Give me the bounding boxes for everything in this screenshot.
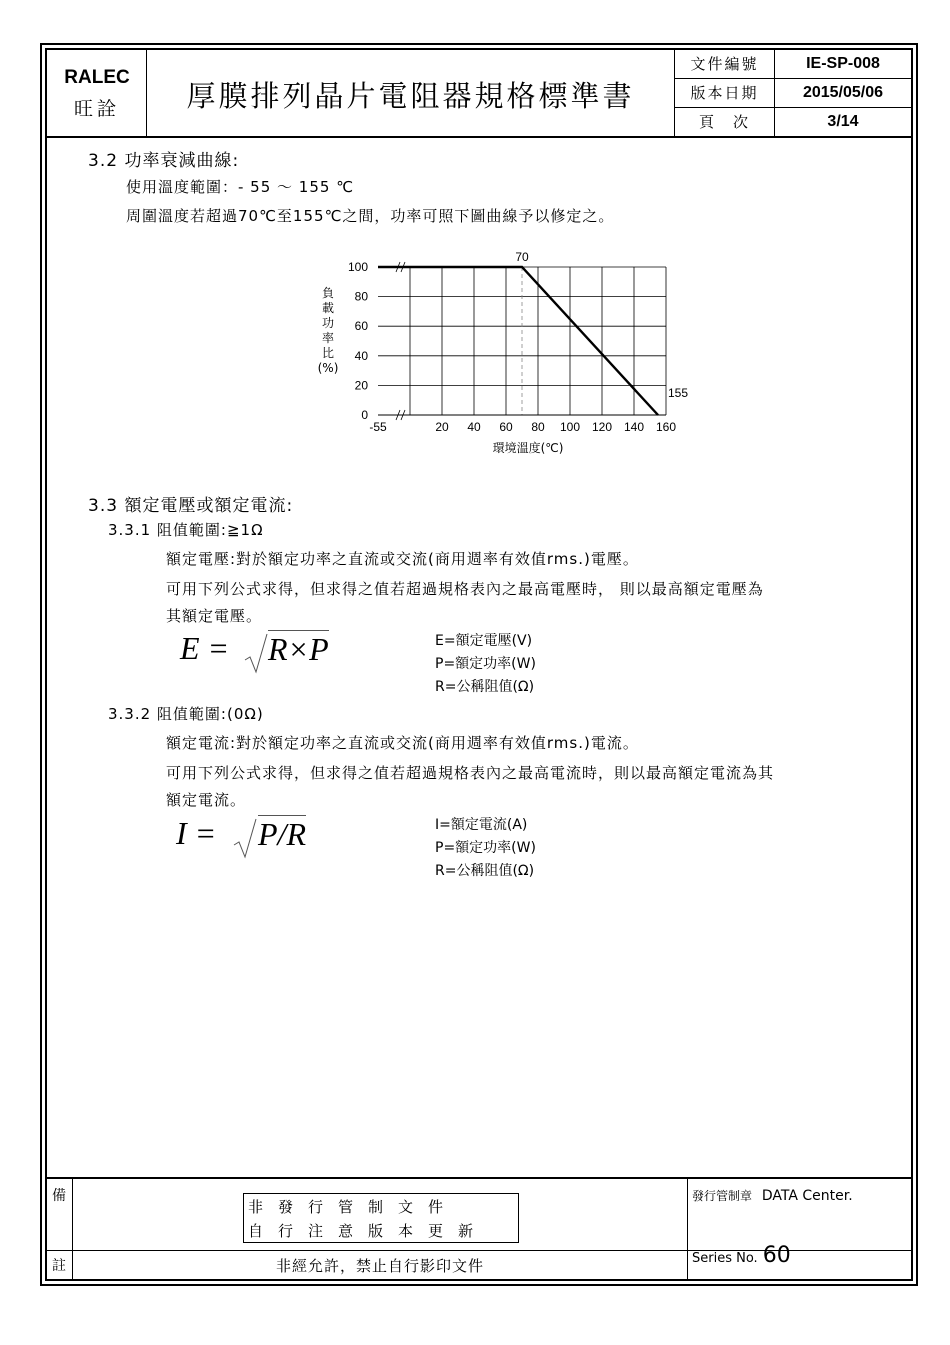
stamp-value: DATA Center. (761, 1188, 853, 1204)
legend-item: E=額定電壓(V) (435, 633, 533, 649)
rated-current-note-1: 可用下列公式求得，但求得之值若超過規格表內之最高電流時，則以最高額定電流為其 (166, 764, 775, 782)
chart-tick-labels (348, 250, 688, 434)
x-tick-label: 160 (655, 420, 677, 434)
legend-item: R=公稱阻值(Ω) (435, 679, 535, 695)
chart-x-axis-label: 環境溫度(℃) (492, 441, 564, 455)
series-value: 60 (762, 1243, 791, 1268)
header-value: IE-SP-008 (806, 55, 880, 72)
section-heading-3-2: 3.2 功率衰減曲線: (88, 151, 240, 171)
header-row-page (675, 108, 911, 137)
section-heading-3-3: 3.3 額定電壓或額定電流: (88, 496, 294, 516)
formula-rhs: R×P (268, 631, 329, 667)
formula-rhs: P/R (258, 816, 306, 852)
y-axis-label-char: 比 (321, 346, 335, 360)
document-title: 厚膜排列晶片電阻器規格標準書 (147, 50, 675, 138)
company-name-zh: 旺詮 (73, 98, 120, 120)
header-label: 版本日期 (675, 79, 775, 107)
x-tick-label: -55 (369, 420, 387, 434)
y-tick-label: 60 (354, 319, 368, 334)
x-tick-label: 120 (591, 420, 613, 434)
sqrt-symbol (232, 817, 258, 859)
company-name-en: RALEC (64, 67, 130, 88)
header-value: 2015/05/06 (802, 84, 884, 101)
header-label: 文件編號 (675, 50, 775, 78)
derating-note-text: 周圍溫度若超過70℃至155℃之間，功率可照下圖曲線予以修定之。 (126, 207, 615, 225)
formula-lhs: E = (180, 630, 230, 666)
x-tick-label: 140 (623, 420, 645, 434)
temperature-range-text: 使用溫度範圍：- 55 ～ 155 ℃ (126, 178, 355, 196)
x-tick-label: 40 (467, 420, 481, 434)
chart-series (378, 267, 658, 415)
rated-current-definition: 額定電流:對於額定功率之直流或交流(商用週率有效值rms.)電流。 (166, 734, 639, 752)
y-axis-label-char: 載 (321, 301, 335, 315)
y-axis-label-char: 負 (321, 286, 335, 300)
document-header (47, 50, 911, 138)
y-tick-label: 20 (354, 378, 368, 393)
subsection-heading-3-3-1: 3.3.1 阻值範圍:≧1Ω (108, 521, 264, 539)
y-axis-label-char: 率 (321, 331, 335, 345)
uncontrolled-notice-box (243, 1193, 519, 1243)
control-stamp-area (687, 1179, 911, 1279)
notice-line-2: 自行注意版本更新 (248, 1222, 489, 1240)
y-tick-label: 80 (354, 289, 368, 304)
legend-item: R=公稱阻值(Ω) (435, 863, 535, 879)
rated-voltage-definition: 額定電壓:對於額定功率之直流或交流(商用週率有效值rms.)電壓。 (166, 550, 639, 568)
x-tick-label: 20 (435, 420, 449, 434)
series-label: Series No. (692, 1251, 758, 1266)
remark-label-bottom: 註 (52, 1258, 66, 1274)
voltage-formula-legend (435, 630, 536, 699)
y-axis-label-char: (%) (317, 361, 339, 375)
annotation-155: 155 (668, 386, 689, 401)
formula-lhs: I = (176, 815, 217, 851)
y-tick-label: 0 (361, 408, 368, 422)
remarks-column (47, 1179, 73, 1279)
x-tick-label: 60 (499, 420, 513, 434)
header-label: 頁 次 (675, 108, 775, 137)
x-tick-label: 100 (559, 420, 581, 434)
annotation-70: 70 (515, 250, 529, 264)
current-formula-legend (435, 814, 536, 883)
legend-item: P=額定功率(W) (435, 840, 536, 856)
header-row-version-date (675, 79, 911, 108)
chart-grid (378, 267, 666, 415)
header-value: 3/14 (827, 113, 859, 130)
series-number (692, 1243, 791, 1268)
derating-curve-chart (300, 245, 689, 465)
header-row-doc-number (675, 50, 911, 79)
document-footer (47, 1177, 911, 1279)
copy-prohibition-text: 非經允許，禁止自行影印文件 (275, 1257, 484, 1275)
sqrt-symbol (243, 632, 269, 674)
y-axis-label-char: 功 (321, 316, 335, 330)
derating-curve-line (378, 267, 658, 415)
rated-current-note-2: 額定電流。 (166, 791, 247, 809)
x-tick-label: 80 (531, 420, 545, 434)
legend-item: P=額定功率(W) (435, 656, 536, 672)
stamp-line (692, 1187, 853, 1204)
subsection-heading-3-3-2: 3.3.2 阻值範圍:(0Ω) (108, 705, 264, 723)
y-tick-label: 40 (354, 348, 368, 363)
rated-voltage-note-1: 可用下列公式求得，但求得之值若超過規格表內之最高電壓時， 則以最高額定電壓為 (166, 580, 764, 598)
y-tick-label: 100 (347, 260, 368, 274)
chart-y-axis-label (318, 286, 339, 375)
notice-line-1: 非發行管制文件 (248, 1198, 459, 1216)
remark-label-top: 備 (52, 1188, 66, 1204)
company-logo (47, 50, 147, 138)
stamp-label: 發行管制章 (692, 1189, 753, 1203)
rated-voltage-note-2: 其額定電壓。 (166, 607, 263, 625)
legend-item: I=額定電流(A) (435, 817, 528, 833)
